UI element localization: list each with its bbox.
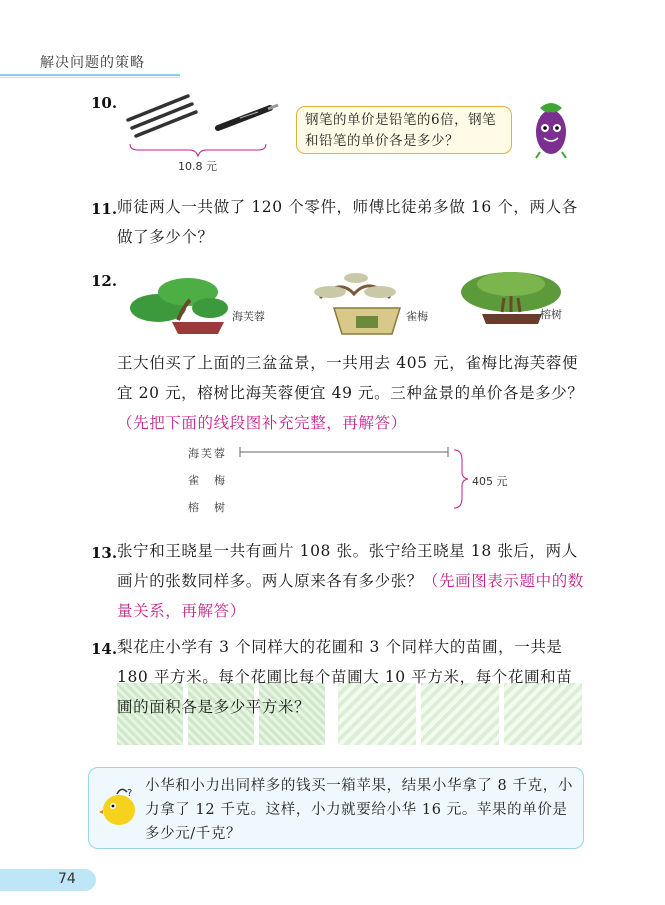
question-13-text (117, 536, 587, 626)
page-number: 74 (58, 871, 76, 887)
question-12-body: 王大伯买了上面的三盆盆景，一共用去 405 元，雀梅比海芙蓉便宜 20 元，榕树比海芙蓉便宜 49 元。三种盆景的单价各是多少？ (117, 354, 584, 402)
segment-label-haifurong: 海芙蓉 (188, 447, 227, 460)
plant-label-haifurong: 海芙蓉 (232, 310, 265, 323)
bonsai-rongshu-icon (458, 268, 564, 334)
question-12-number: 12. (91, 272, 118, 290)
question-14-text: 梨花庄小学有 3 个同样大的花圃和 3 个同样大的苗圃，一共是 180 平方米。每个花圃比每个苗圃大 10 平方米，每个花圃和苗圃的面积各是多少平方米？ (117, 638, 573, 716)
question-11-number: 11. (91, 200, 118, 218)
question-13-body: 张宁和王晓星一共有画片 108 张。张宁给王晓星 18 张后，两人画片的张数同样多。两人原来各有多少张？ (117, 542, 578, 590)
total-price-label: 10.8 元 (178, 160, 217, 173)
diagram-total-label: 405 元 (472, 475, 508, 488)
pen-icon (218, 105, 278, 128)
question-12-hint: （先把下面的线段图补充完整，再解答） (117, 414, 407, 432)
chick-mascot-icon (99, 784, 139, 828)
segment-diagram (236, 444, 472, 514)
speech-bubble (296, 106, 512, 154)
challenge-box (88, 767, 584, 849)
segment-label-quemei: 雀 梅 (188, 474, 227, 487)
question-12-text (117, 348, 587, 438)
pencil-icon (128, 96, 196, 136)
page-number-tab (0, 869, 96, 891)
brace-under-items (128, 142, 268, 158)
page-header (0, 0, 665, 78)
header-rule-thin (0, 77, 180, 78)
plant-label-quemei: 雀梅 (406, 310, 428, 323)
segment-label-rongshu: 榕 树 (188, 501, 227, 514)
svg-text:?: ? (127, 788, 133, 799)
chapter-title: 解决问题的策略 (40, 55, 145, 71)
bonsai-haifurong-icon (128, 270, 232, 338)
question-13-number: 13. (91, 544, 118, 562)
question-14-number: 14. (91, 640, 118, 658)
bonsai-quemei-icon (300, 268, 408, 338)
plant-label-rongshu: 榕树 (540, 308, 562, 321)
question-13-hint: （先画图表示题中的数量关系，再解答） (117, 572, 584, 620)
challenge-text: 小华和小力出同样多的钱买一箱苹果，结果小华拿了 8 千克，小力拿了 12 千克。这样，小力就要给小华 16 元。苹果的单价是多少元/千克？ (145, 778, 573, 842)
question-10-number: 10. (91, 94, 118, 112)
bubble-text: 钢笔的单价是铅笔的6倍，钢笔和铅笔的单价各是多少？ (305, 112, 497, 149)
question-11-text: 师徒两人一共做了 120 个零件，师傅比徒弟多做 16 个，两人各做了多少个？ (117, 198, 578, 246)
pencils-and-pen-illustration (120, 90, 290, 150)
eggplant-mascot-icon (526, 94, 576, 160)
header-rule (0, 74, 180, 76)
total-brace (454, 450, 468, 508)
